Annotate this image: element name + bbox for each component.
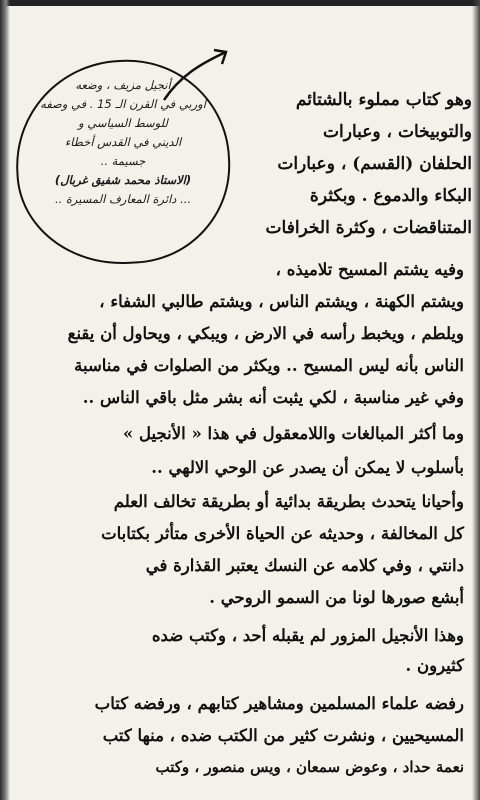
handwritten-note [28, 76, 218, 209]
body-line-text: المسيحيين ، ونشرت كثير من الكتب ضده ، منها كتب [102, 726, 464, 745]
body-line-text: رفضه علماء المسلمين ومشاهير كتابهم ، ورفضه كتاب [94, 694, 464, 713]
body-line: والتوبيخات ، وعبارات [323, 122, 472, 142]
note-line: اوربي في القرن الـ 15 . في وصفه [40, 97, 206, 111]
body-line-text: دانتي ، وفي كلامه عن النسك يعتبر القذارة في [145, 556, 464, 575]
body-line: الحلفان (القسم) ، وعبارات [277, 154, 472, 174]
note-line: (الاستاذ محمد شفيق غربال) [54, 173, 192, 187]
scan-edge-right [472, 0, 480, 800]
body-line-text: وفيه يشتم المسيح تلاميذه ، [275, 260, 464, 279]
scanned-page [10, 6, 472, 800]
body-line: المتناقضات ، وكثرة الخرافات [265, 218, 472, 238]
body-line-text: ويشتم الكهنة ، ويشتم الناس ، ويشتم طالبي الشفاء ، [99, 292, 464, 311]
body-line-text: بأسلوب لا يمكن أن يصدر عن الوحي الالهي .. [151, 458, 464, 477]
note-line: ... دائرة المعارف المسيرة .. [54, 192, 192, 206]
note-line: للوسط السياسي و [78, 116, 168, 130]
body-line: البكاء والدموع . وبكثرة [309, 186, 472, 206]
note-line: الديني في القدس أخطاء [64, 135, 182, 149]
body-line-text: أبشع صورها لونا من السمو الروحي . [209, 588, 464, 607]
body-line-text: كل المخالفة ، وحديثه عن الحياة الأخرى متأثر بكتابات [101, 524, 464, 543]
body-line-text: وفي غير مناسبة ، لكي يثبت أنه بشر مثل باقي الناس .. [82, 388, 464, 407]
body-line-text: وما أكثر المبالغات واللامعقول في هذا « الأنجيل » [122, 424, 464, 443]
scan-edge-left [0, 0, 10, 800]
body-line-text: وهذا الأنجيل المزور لم يقبله أحد ، وكتب ضده [151, 626, 464, 645]
body-line: وهو كتاب مملوء بالشتائم [295, 90, 472, 110]
body-line-text: نعمة حداد ، وعوض سمعان ، ويس منصور ، وكتب [155, 758, 464, 776]
body-line-text: الناس بأنه ليس المسيح .. ويكثر من الصلوات في مناسبة [74, 356, 464, 375]
body-line-text: ويلطم ، ويخبط رأسه في الارض ، ويبكي ، ويحاول أن يقنع [67, 324, 464, 343]
body-line-text: كثيرون . [405, 656, 464, 675]
body-line-text: وأحيانا يتحدث بطريقة بدائية أو بطريقة تخالف العلم [113, 492, 464, 511]
note-line: أنجيل مزيف ، وضعه [75, 78, 171, 92]
note-line: جسيمة .. [100, 154, 146, 168]
